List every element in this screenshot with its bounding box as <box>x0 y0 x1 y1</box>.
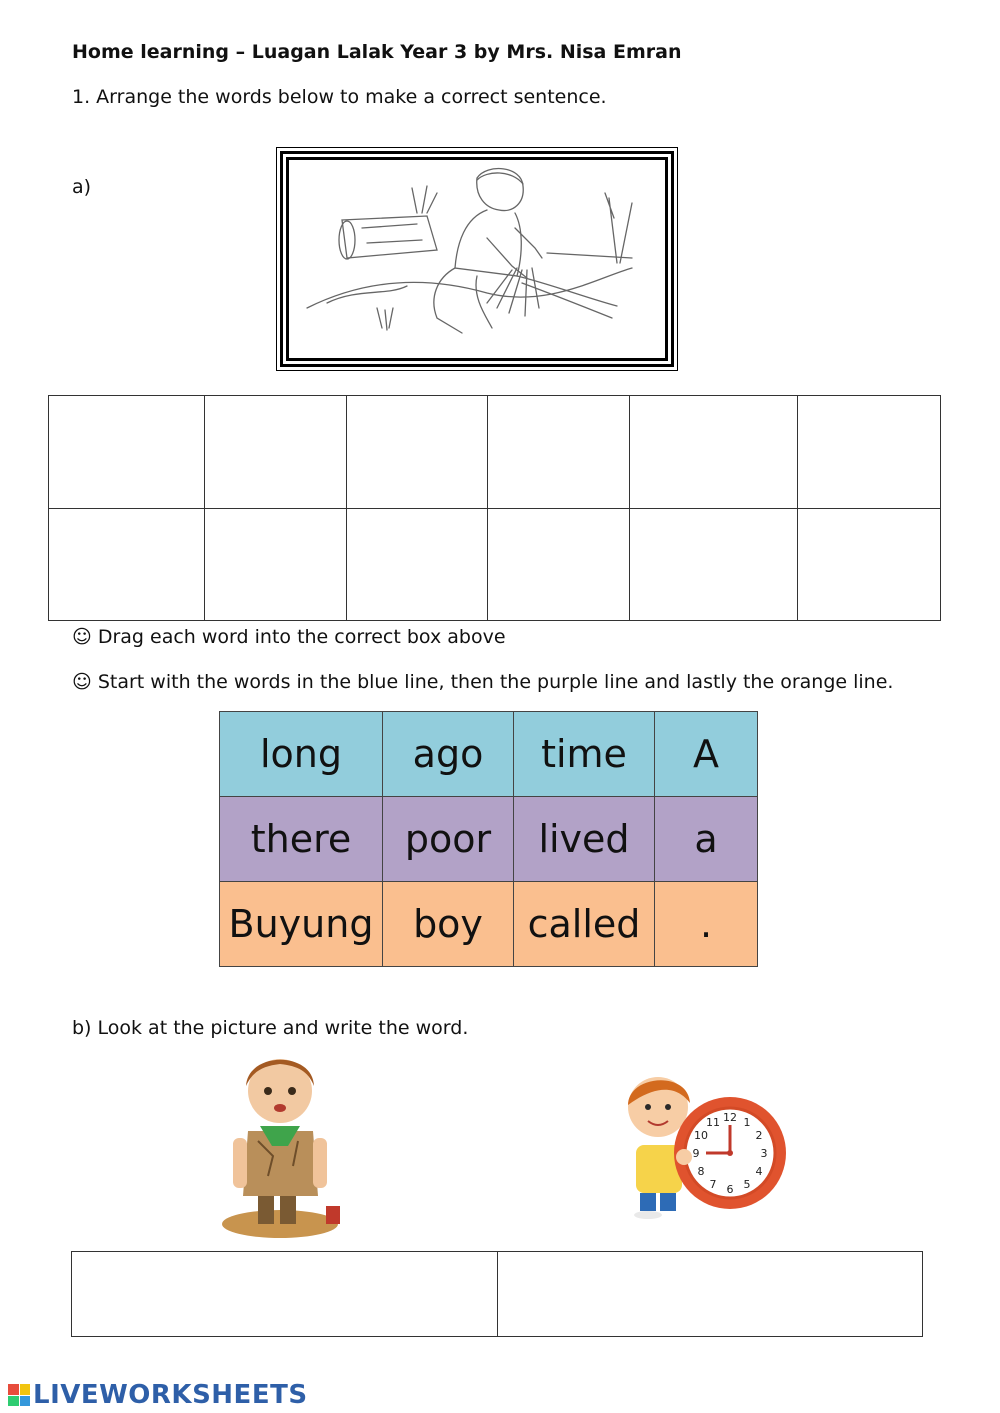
poor-boy-illustration <box>218 1046 348 1242</box>
draggable-word[interactable]: A <box>655 712 758 797</box>
boy-cutting-grass-sketch <box>287 158 667 360</box>
sketch-picture-frame <box>280 151 674 367</box>
answer-drop-box[interactable] <box>205 508 347 621</box>
answer-row <box>49 396 941 509</box>
svg-text:5: 5 <box>743 1178 751 1191</box>
worksheet-title: Home learning – Luagan Lalak Year 3 by Mrs. Nisa Emran <box>72 41 682 63</box>
svg-text:4: 4 <box>755 1165 763 1178</box>
part-a-label: a) <box>72 176 92 198</box>
word-row-blue <box>220 712 758 797</box>
answer-drop-box[interactable] <box>630 508 798 621</box>
svg-text:3: 3 <box>760 1147 768 1160</box>
draggable-word[interactable]: called <box>514 882 655 967</box>
answer-drop-box[interactable] <box>798 396 941 509</box>
answer-drop-box[interactable] <box>49 396 205 509</box>
write-word-input-time[interactable] <box>497 1252 923 1337</box>
svg-text:1: 1 <box>743 1116 751 1129</box>
logo-square <box>8 1384 19 1395</box>
answer-drop-box[interactable] <box>49 508 205 621</box>
svg-text:8: 8 <box>697 1165 705 1178</box>
answer-grid <box>48 395 941 621</box>
boy-with-clock-illustration <box>618 1065 788 1220</box>
draggable-word[interactable]: long <box>220 712 383 797</box>
answer-drop-box[interactable] <box>347 508 488 621</box>
svg-text:6: 6 <box>726 1183 734 1196</box>
answer-drop-box[interactable] <box>488 508 630 621</box>
svg-text:11: 11 <box>706 1116 720 1129</box>
svg-text:9: 9 <box>692 1147 700 1160</box>
part-b-label: b) Look at the picture and write the word. <box>72 1017 469 1039</box>
logo-square <box>20 1396 31 1407</box>
instruction-text: 1. Arrange the words below to make a correct sentence. <box>72 86 607 108</box>
answer-drop-box[interactable] <box>347 396 488 509</box>
word-row-purple <box>220 797 758 882</box>
draggable-word[interactable]: time <box>514 712 655 797</box>
svg-text:12: 12 <box>723 1111 737 1124</box>
draggable-word[interactable]: boy <box>383 882 514 967</box>
answer-row <box>49 508 941 621</box>
draggable-word[interactable]: poor <box>383 797 514 882</box>
answer-drop-box[interactable] <box>488 396 630 509</box>
answer-drop-box[interactable] <box>205 396 347 509</box>
logo-mark-icon <box>8 1384 30 1406</box>
logo-square <box>8 1396 19 1407</box>
draggable-word[interactable]: a <box>655 797 758 882</box>
draggable-word[interactable]: lived <box>514 797 655 882</box>
word-bank-table <box>219 711 758 967</box>
hint-drag: ☺ Drag each word into the correct box above <box>72 626 506 648</box>
hint-order: ☺ Start with the words in the blue line, then the purple line and lastly the orange line. <box>72 671 894 693</box>
logo-square <box>20 1384 31 1395</box>
draggable-word[interactable]: . <box>655 882 758 967</box>
write-word-input-poor[interactable] <box>72 1252 498 1337</box>
draggable-word[interactable]: ago <box>383 712 514 797</box>
answer-drop-box[interactable] <box>798 508 941 621</box>
svg-text:2: 2 <box>755 1129 763 1142</box>
write-word-boxes <box>71 1251 923 1337</box>
draggable-word[interactable]: Buyung <box>220 882 383 967</box>
draggable-word[interactable]: there <box>220 797 383 882</box>
answer-drop-box[interactable] <box>630 396 798 509</box>
svg-text:7: 7 <box>709 1178 717 1191</box>
word-row-orange <box>220 882 758 967</box>
liveworksheets-logo <box>8 1381 308 1409</box>
logo-text: LIVEWORKSHEETS <box>33 1380 308 1410</box>
svg-text:10: 10 <box>694 1129 708 1142</box>
